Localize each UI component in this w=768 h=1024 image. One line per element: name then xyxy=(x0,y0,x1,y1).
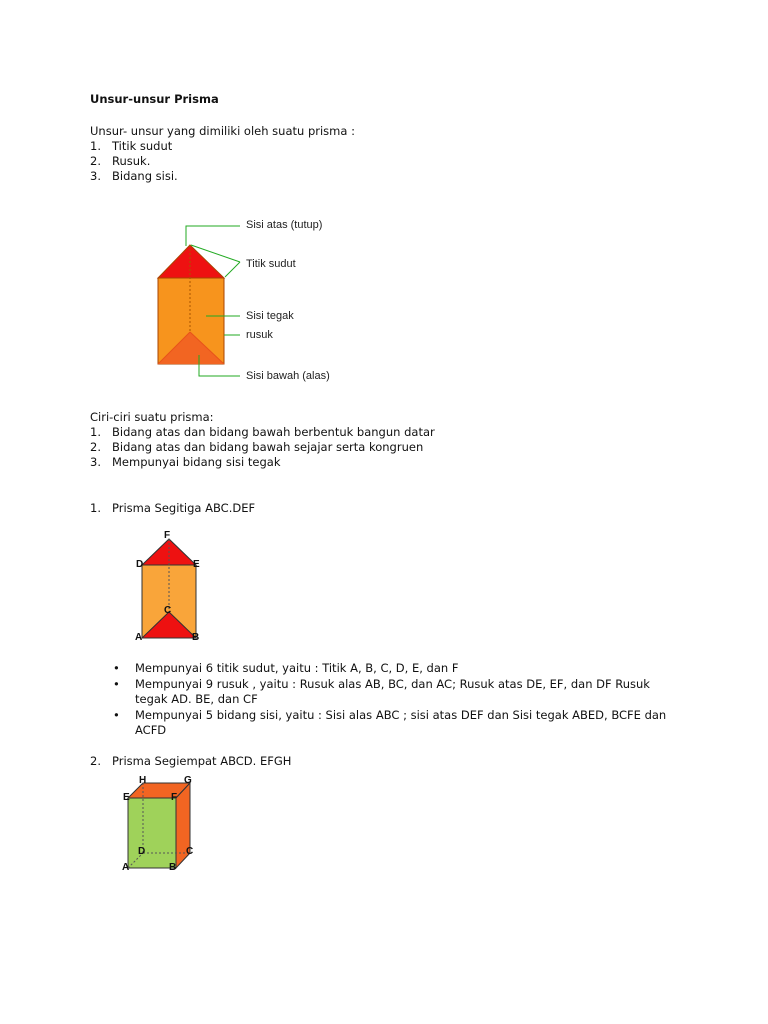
vertex-label-C: C xyxy=(164,605,172,616)
vertex-label-D: D xyxy=(136,559,144,570)
characteristics-heading: Ciri-ciri suatu prisma: xyxy=(90,410,214,424)
page-title: Unsur-unsur Prisma xyxy=(90,92,219,106)
vertex-label-A: A xyxy=(122,862,130,873)
vertex-label-E: E xyxy=(193,559,200,570)
label-vertex: Titik sudut xyxy=(246,258,296,270)
bullet-item: • Mempunyai 9 rusuk , yaitu : Rusuk alas AB, BC, dan AC; Rusuk atas DE, EF, dan DF Rusuk tegak AD. BE, dan CF xyxy=(113,677,673,707)
list-item: 2. Bidang atas dan bidang bawah sejajar serta kongruen xyxy=(90,440,424,454)
vertex-label-G: G xyxy=(184,775,192,786)
vertex-label-A: A xyxy=(135,632,143,643)
label-top-face: Sisi atas (tutup) xyxy=(246,219,323,231)
vertex-label-C: C xyxy=(186,846,194,857)
vertex-label-F: F xyxy=(164,530,171,541)
label-edge: rusuk xyxy=(246,329,273,341)
bullet-item: • Mempunyai 5 bidang sisi, yaitu : Sisi alas ABC ; sisi atas DEF dan Sisi tegak ABED, BCFE dan ACFD xyxy=(113,708,673,738)
vertex-label-E: E xyxy=(123,792,130,803)
label-lateral-face: Sisi tegak xyxy=(246,310,294,322)
list-item: 3. Mempunyai bidang sisi tegak xyxy=(90,455,281,469)
list-item: 1. Bidang atas dan bidang bawah berbentuk bangun datar xyxy=(90,425,435,439)
prism2-front-face xyxy=(128,798,176,868)
bullet-item: • Mempunyai 6 titik sudut, yaitu : Titik A, B, C, D, E, dan F xyxy=(113,661,673,676)
list-item: 3. Bidang sisi. xyxy=(90,169,178,183)
list-item: 1. Titik sudut xyxy=(90,139,173,153)
vertex-label-D: D xyxy=(138,846,146,857)
vertex-label-F: F xyxy=(171,792,178,803)
vertex-label-B: B xyxy=(169,862,177,873)
list-item: 2. Rusuk. xyxy=(90,154,151,168)
label-bottom-face: Sisi bawah (alas) xyxy=(246,370,330,382)
vertex-label-B: B xyxy=(192,632,200,643)
prism1-title: 1. Prisma Segitiga ABC.DEF xyxy=(90,501,256,515)
prism2-title: 2. Prisma Segiempat ABCD. EFGH xyxy=(90,754,292,768)
intro-text: Unsur- unsur yang dimiliki oleh suatu prisma : xyxy=(90,124,355,138)
vertex-label-H: H xyxy=(139,775,147,786)
